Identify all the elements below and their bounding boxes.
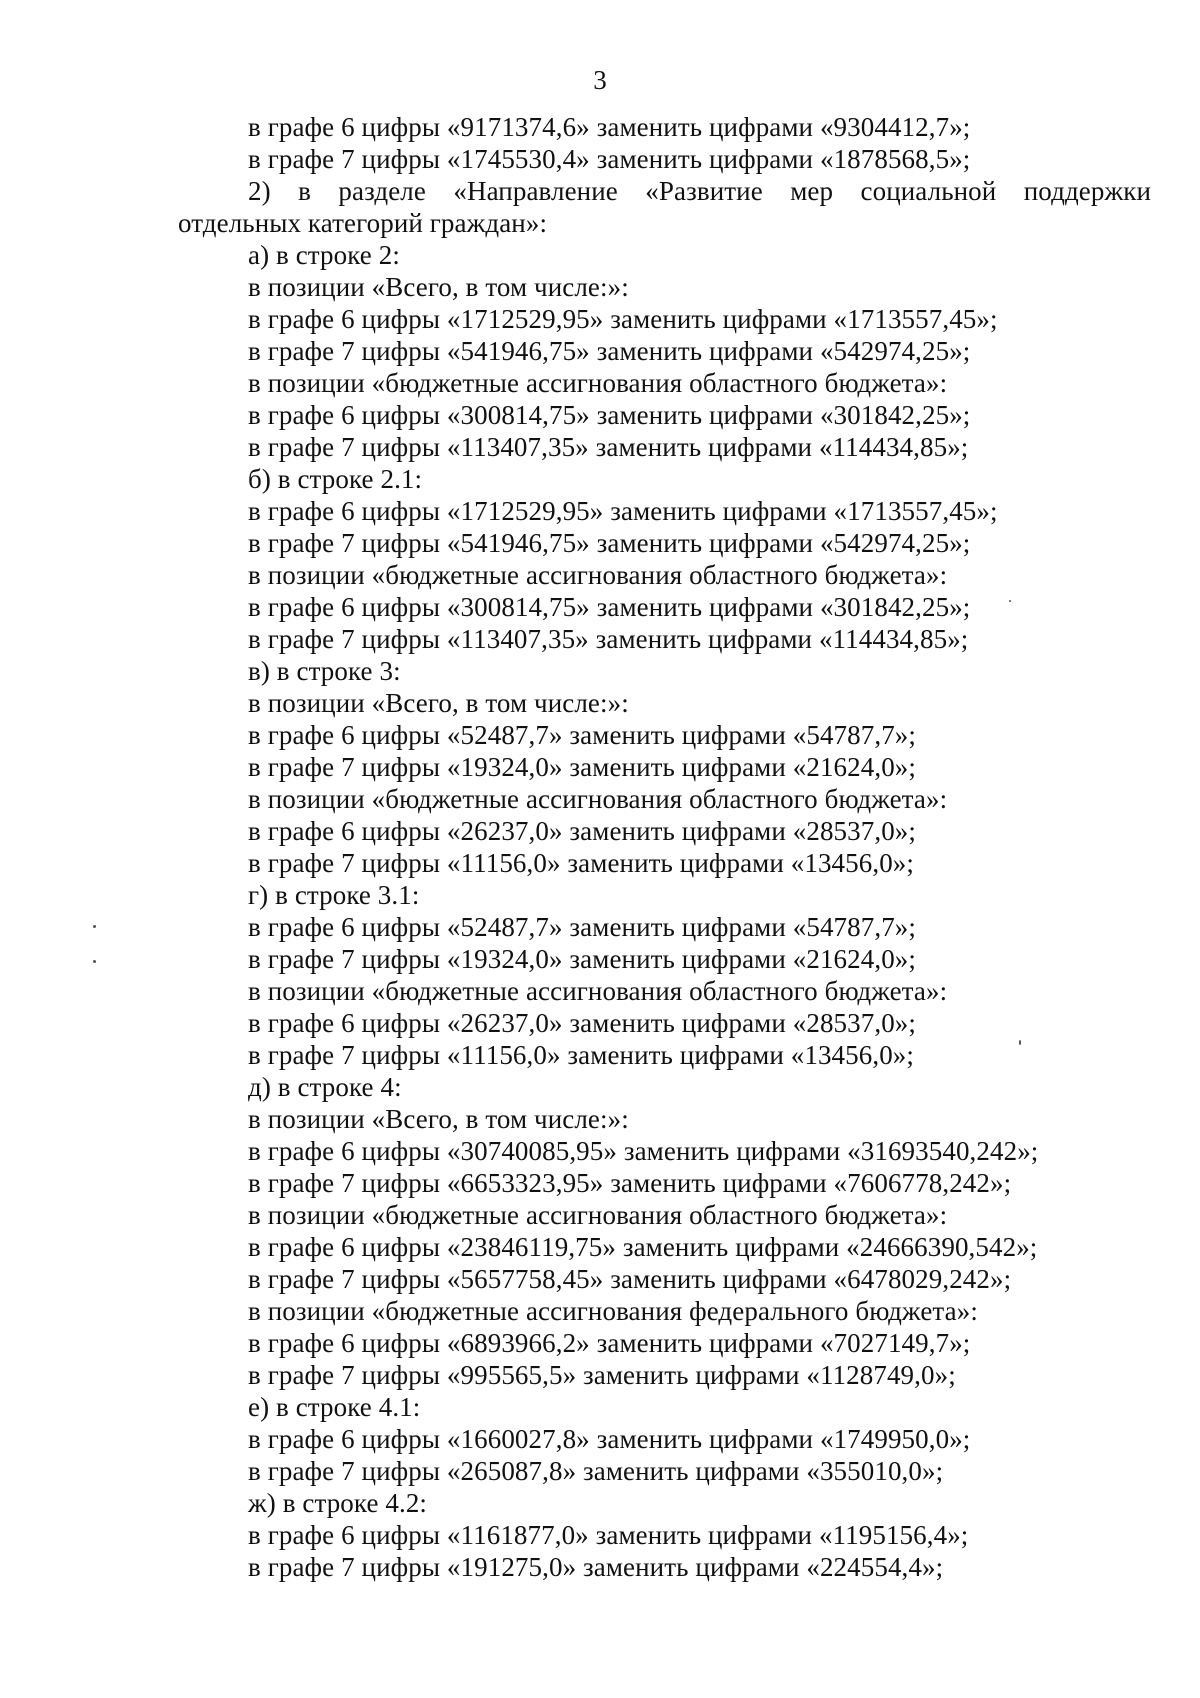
text-line: в графе 6 цифры «52487,7» заменить цифрами «54787,7»; [248, 912, 917, 942]
text-line: в графе 7 цифры «19324,0» заменить цифрами «21624,0»; [248, 752, 917, 782]
text-line: в графе 6 цифры «300814,75» заменить цифрами «301842,25»; [248, 592, 971, 622]
text-line: в графе 7 цифры «11156,0» заменить цифрами «13456,0»; [248, 848, 915, 878]
text-line: в позиции «бюджетные ассигнования областного бюджета»: [248, 560, 948, 590]
text-line: в графе 6 цифры «6893966,2» заменить цифрами «7027149,7»; [248, 1328, 971, 1358]
text-line: в графе 6 цифры «1712529,95» заменить цифрами «1713557,45»; [248, 496, 998, 526]
text-line: в графе 7 цифры «11156,0» заменить цифрами «13456,0»; [248, 1040, 915, 1070]
text-line: в графе 7 цифры «113407,35» заменить цифрами «114434,85»; [248, 624, 969, 654]
text-line: в позиции «бюджетные ассигнования областного бюджета»: [248, 1200, 948, 1230]
text-line-justified: 2) в разделе «Направление «Развитие мер социальной поддержки [248, 176, 1151, 206]
text-line-continuation: отдельных категорий граждан»: [178, 208, 548, 238]
text-line: в графе 6 цифры «26237,0» заменить цифрами «28537,0»; [248, 1008, 917, 1038]
text-line: ж) в строке 4.2: [248, 1488, 428, 1518]
scan-speck [93, 960, 96, 963]
text-line: в позиции «Всего, в том числе:»: [248, 272, 629, 302]
text-line: в графе 6 цифры «9171374,6» заменить цифрами «9304412,7»; [248, 112, 971, 142]
text-line: б) в строке 2.1: [248, 464, 423, 494]
text-line: в графе 7 цифры «541946,75» заменить цифрами «542974,25»; [248, 528, 971, 558]
text-line: в позиции «бюджетные ассигнования областного бюджета»: [248, 976, 948, 1006]
scan-speck [1019, 1040, 1021, 1045]
text-line: в графе 6 цифры «30740085,95» заменить цифрами «31693540,242»; [248, 1136, 1039, 1166]
text-line: е) в строке 4.1: [248, 1392, 421, 1422]
text-line: в позиции «бюджетные ассигнования областного бюджета»: [248, 784, 948, 814]
text-line: в графе 6 цифры «1161877,0» заменить цифрами «1195156,4»; [248, 1520, 969, 1550]
scan-speck [93, 925, 96, 928]
text-line: в графе 7 цифры «5657758,45» заменить цифрами «6478029,242»; [248, 1264, 1012, 1294]
text-line: в графе 7 цифры «995565,5» заменить цифрами «1128749,0»; [248, 1360, 956, 1390]
text-line: а) в строке 2: [248, 240, 400, 270]
text-line: в графе 7 цифры «1745530,4» заменить цифрами «1878568,5»; [248, 144, 971, 174]
text-line: в) в строке 3: [248, 656, 401, 686]
text-line: в графе 6 цифры «26237,0» заменить цифрами «28537,0»; [248, 816, 917, 846]
text-line: в позиции «бюджетные ассигнования областного бюджета»: [248, 368, 948, 398]
text-line: в графе 6 цифры «52487,7» заменить цифрами «54787,7»; [248, 720, 917, 750]
text-line: в графе 7 цифры «265087,8» заменить цифрами «355010,0»; [248, 1456, 944, 1486]
text-line: в позиции «Всего, в том числе:»: [248, 1104, 629, 1134]
text-line: в позиции «бюджетные ассигнования федерального бюджета»: [248, 1296, 978, 1326]
text-line: г) в строке 3.1: [248, 880, 420, 910]
scan-speck [1009, 600, 1011, 602]
text-line: в позиции «Всего, в том числе:»: [248, 688, 629, 718]
page-number: 3 [593, 65, 607, 95]
text-line: в графе 6 цифры «1712529,95» заменить цифрами «1713557,45»; [248, 304, 998, 334]
document-body [0, 111, 1200, 1583]
text-line: в графе 6 цифры «1660027,8» заменить цифрами «1749950,0»; [248, 1424, 971, 1454]
text-line: в графе 7 цифры «113407,35» заменить цифрами «114434,85»; [248, 432, 969, 462]
text-line: д) в строке 4: [248, 1072, 402, 1102]
text-line: в графе 7 цифры «191275,0» заменить цифрами «224554,4»; [248, 1552, 944, 1582]
text-line: в графе 7 цифры «541946,75» заменить цифрами «542974,25»; [248, 336, 971, 366]
text-line: в графе 6 цифры «300814,75» заменить цифрами «301842,25»; [248, 400, 971, 430]
text-line: в графе 7 цифры «6653323,95» заменить цифрами «7606778,242»; [248, 1168, 1012, 1198]
text-line: в графе 7 цифры «19324,0» заменить цифрами «21624,0»; [248, 944, 917, 974]
text-line: в графе 6 цифры «23846119,75» заменить цифрами «24666390,542»; [248, 1232, 1038, 1262]
